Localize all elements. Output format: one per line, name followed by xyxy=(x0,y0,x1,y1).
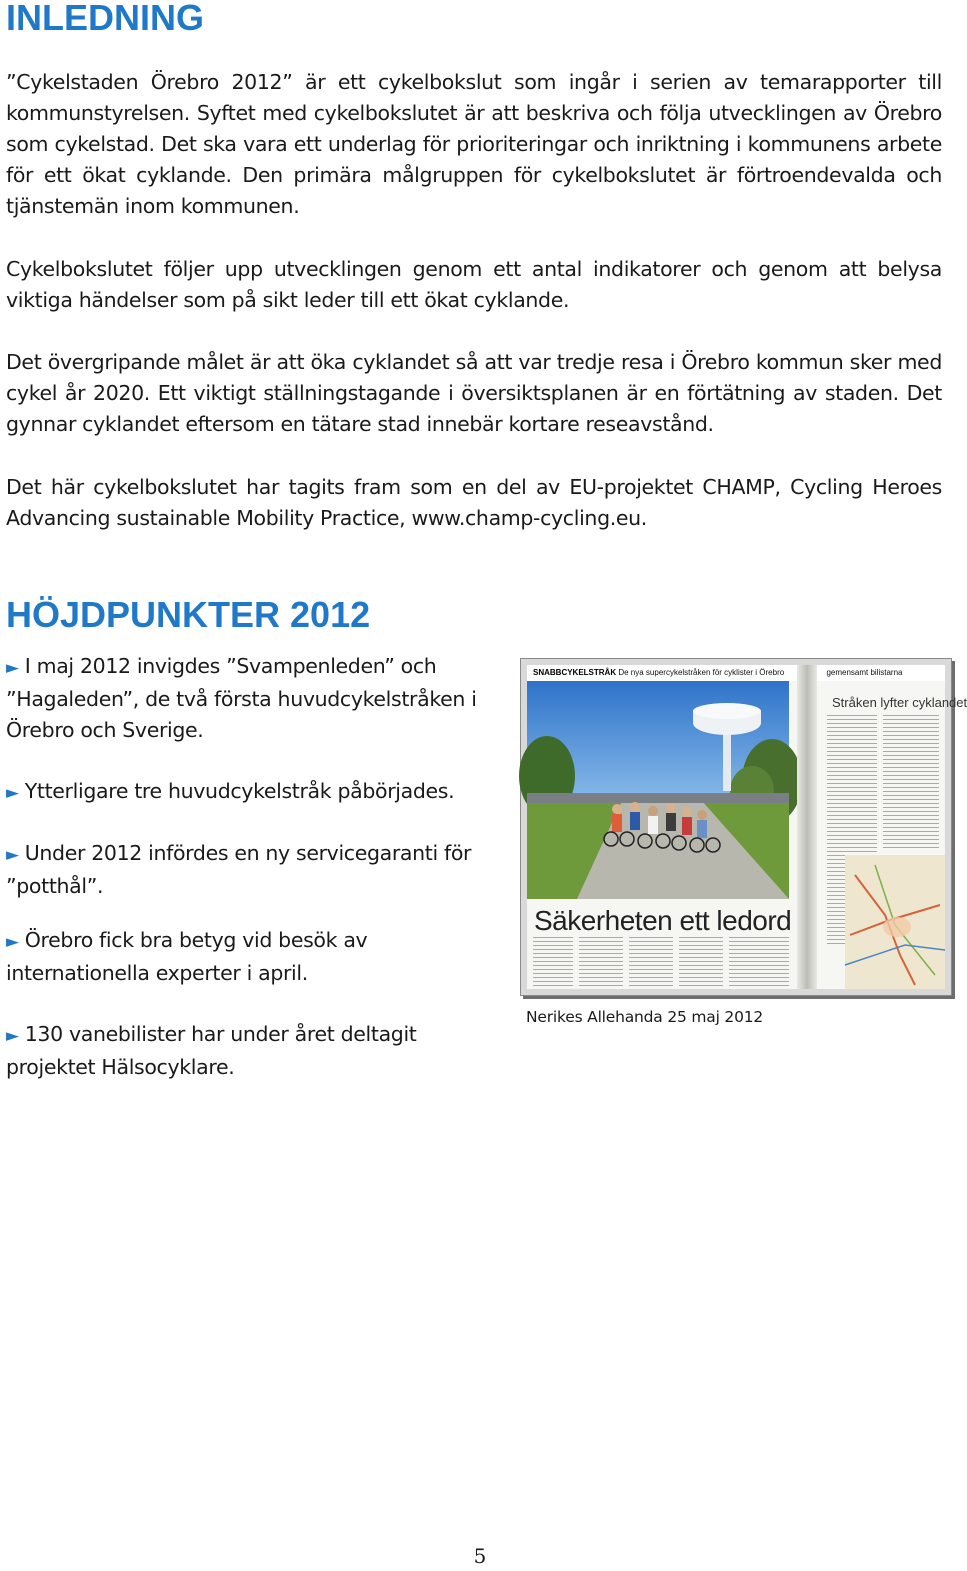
intro-paragraph-4: Det här cykelbokslutet har tagits fram som en del av EU-projektet CHAMP, Cycling Heroes Advancing sustainable Mobility Practice, www.champ-cycling.eu. xyxy=(6,475,942,530)
intro-paragraph-3: Det övergripande målet är att öka cyklandet så att var tredje resa i Örebro kommun sker med cykel år 2020. Ett viktigt ställningstagande i översiktsplanen är en förtätning av staden. Det gynnar cyklandet eftersom en tätare stad innebär kortare reseavstånd. xyxy=(6,350,942,436)
clipping-band-tag: SNABBCYKELSTRÅK xyxy=(533,668,617,677)
bullet-arrow-icon: ► xyxy=(6,1026,19,1046)
newspaper-clipping-image xyxy=(520,658,967,996)
bullet-arrow-icon: ► xyxy=(6,658,19,678)
spread-gutter xyxy=(797,665,817,989)
clipping-text-column xyxy=(883,715,939,850)
highlight-text: 130 vanebilister har under året deltagit projektet Hälsocyklare. xyxy=(6,1022,417,1079)
clipping-text-column xyxy=(729,937,789,987)
bullet-arrow-icon: ► xyxy=(6,932,19,952)
image-caption: Nerikes Allehanda 25 maj 2012 xyxy=(526,1008,764,1026)
highlight-item xyxy=(6,925,496,989)
highlight-text: Örebro fick bra betyg vid besök av internationella experter i april. xyxy=(6,928,368,985)
clipping-right-title: Stråken lyfter cyklandet xyxy=(832,695,967,710)
map-graphic xyxy=(845,855,945,989)
highlight-item xyxy=(6,838,496,902)
intro-paragraph-2: Cykelbokslutet följer upp utvecklingen genom ett antal indikatorer och genom att belysa viktiga händelser som på sikt leder till ett ökat cyklande. xyxy=(6,257,942,312)
bullet-arrow-icon: ► xyxy=(6,783,19,803)
clipping-text-column xyxy=(629,937,673,987)
clipping-text-column xyxy=(679,937,723,987)
highlight-text: Under 2012 infördes en ny servicegaranti för ”potthål”. xyxy=(6,841,472,898)
highlight-text: Ytterligare tre huvudcykelstråk påbörjades. xyxy=(24,779,455,803)
page-number: 5 xyxy=(473,1544,487,1568)
highlight-item xyxy=(6,651,496,746)
newspaper-spread xyxy=(527,665,967,989)
cyclists-photo xyxy=(527,681,789,899)
clipping-text-column xyxy=(533,937,573,987)
bullet-arrow-icon: ► xyxy=(6,845,19,865)
clipping-band-right: gemensamt bilistarna xyxy=(826,668,903,677)
highlight-item xyxy=(6,1019,496,1083)
section-heading-highlights: HÖJDPUNKTER 2012 xyxy=(6,594,371,635)
clipping-headline: Säkerheten ett ledord xyxy=(534,905,792,936)
section-heading-intro: INLEDNING xyxy=(6,0,204,38)
clipping-text-column xyxy=(579,937,623,987)
clipping-header-band xyxy=(527,665,945,681)
clipping-band-text: De nya supercykelstråken för cyklister i Örebro xyxy=(618,668,785,677)
highlight-text: I maj 2012 invigdes ”Svampenleden” och ”Hagaleden”, de två första huvudcykelstråken i Örebro och Sverige. xyxy=(6,654,477,742)
highlight-item xyxy=(6,776,496,809)
intro-paragraph-1: ”Cykelstaden Örebro 2012” är ett cykelbokslut som ingår i serien av temarapporter till kommunstyrelsen. Syftet med cykelbokslutet är att beskriva och följa utvecklingen av Örebro som cykelstad. Det ska vara ett underlag för prioriteringar och inriktning i kommunens arbete för ett ökat cyklande. Den primära målgruppen för cykelbokslutet är förtroendevalda och tjänstemän inom kommunen. xyxy=(6,70,942,218)
